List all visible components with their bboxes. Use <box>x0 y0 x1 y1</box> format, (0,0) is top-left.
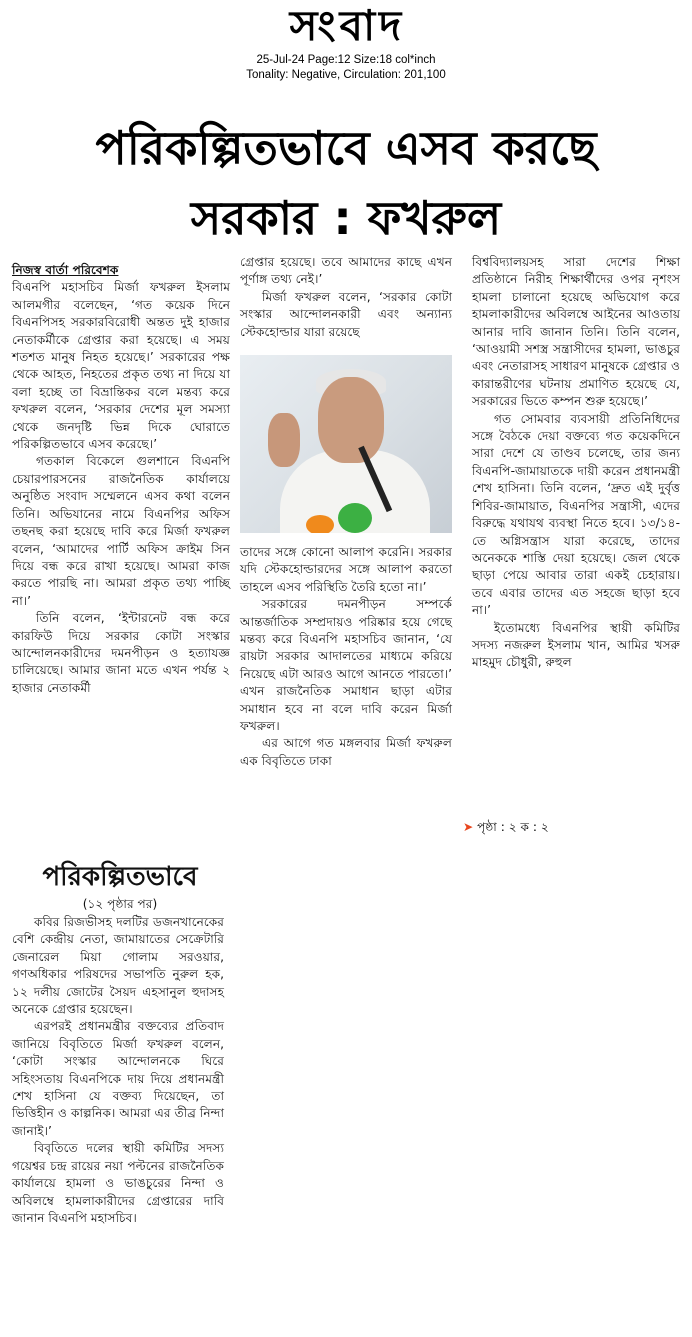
continuation-label: পৃষ্ঠা : ২ ক : ২ <box>477 820 549 834</box>
continued-from-label: (১২ পৃষ্ঠার পর) <box>82 897 158 911</box>
paragraph: কবির রিজভীসহ দলটির ডজনখানেকের বেশি কেন্দ্রীয় নেতা, জামায়াতের সেক্রেটারি জেনারেল মিয়া গোলাম সরওয়ার, গণঅধিকার পরিষদের সভাপতি নুরুল হক, ১২ দলীয় জোটের সৈয়দ এহসানুল হুদাসহ অনেকে গ্রেপ্তার হয়েছেন। <box>12 915 224 1017</box>
continued-column <box>12 914 224 1227</box>
headline-line-2: সরকার : ফখরুল <box>190 191 502 245</box>
paragraph: গ্রেপ্তার হয়েছে। তবে আমাদের কাছে এখন পূর্ণাঙ্গ তথ্য নেই।’ <box>240 255 452 287</box>
clip-meta-line-2: Tonality: Negative, Circulation: 201,100 <box>246 69 446 81</box>
paragraph: তাদের সঙ্গে কোনো আলাপ করেনি। সরকার যদি স্টেকহোল্ডারদের সঙ্গে আলাপ করতো তাহলে এসব পরিস্থিতি তৈরি হতো না।’ <box>240 545 452 594</box>
paragraph: সরকারের দমনপীড়ন সম্পর্কে আন্তর্জাতিক সম্প্রদায়ও পরিষ্কার হয়ে গেছে মন্তব্য করে বিএনপি মহাসচিব জানান, ‘যে রায়টা সরকার আদালতের মাধ্যমে করিয়ে নিয়েছে এটা আরও আগে আনতে পারতো।’ এখন রাজনৈতিক সমাধান ছাড়া এটার সমাধান হবে না বলে দাবি করেন মির্জা ফখরুল। <box>240 597 452 734</box>
article-column-2-top <box>240 254 452 341</box>
byline: নিজস্ব বার্তা পরিবেশক <box>12 263 119 277</box>
arrow-icon: ➤ <box>463 820 474 834</box>
photo-microphone-orange <box>306 515 334 533</box>
paragraph: তিনি বলেন, ‘ইন্টারনেট বন্ধ করে কারফিউ দিয়ে সরকার কোটা সংস্কার আন্দোলনকারীদের দমনপীড়ন ও হত্যাযজ্ঞ চালিয়েছে। আমার জানা মতে এখন পর্যন্ত ২ হাজার নেতাকর্মী <box>12 611 230 695</box>
paragraph: মির্জা ফখরুল বলেন, ‘সরকার কোটা সংস্কার আন্দোলনকারী এবং অন্যান্য স্টেকহোল্ডার যারা রয়েছে <box>240 289 452 339</box>
photo-microphone-green <box>338 503 372 533</box>
photo-figure-face <box>318 377 384 463</box>
paragraph: গতকাল বিকেলে গুলশানে বিএনপি চেয়ারপারসনের রাজনৈতিক কার্যালয়ে অনুষ্ঠিত সংবাদ সম্মেলনে এসব কথা বলেন তিনি। অভিযানের নামে বিএনপির অফিস তছনছ করা হয়েছে দাবি করে মির্জা ফখরুল বলেন, ‘আমাদের পার্টি অফিস ক্রাইম সিন দিয়ে বন্ধ করে রাখা হয়েছে। আমরা কাজ করতে পারছি না। আমরা প্রকৃত তথ্য পাচ্ছি না।’ <box>12 454 230 608</box>
paragraph: এর আগে গত মঙ্গলবার মির্জা ফখরুল এক বিবৃতিতে ঢাকা <box>240 736 452 768</box>
paragraph: বিবৃতিতে দলের স্থায়ী কমিটির সদস্য গয়েশ্বর চন্দ্র রায়ের নয়া পল্টনের রাজনৈতিক কার্যালয়ে হামলা ও ভাঙচুরের নিন্দা ও অবিলম্বে হামলাকারীদের গ্রেপ্তারের দাবি জানান বিএনপি মহাসচিব। <box>12 1141 224 1225</box>
continuation-reference <box>463 819 549 839</box>
paragraph: ইতোমধ্যে বিএনপির স্থায়ী কমিটির সদস্য নজরুল ইসলাম খান, আমির খসরু মাহমুদ চৌধুরী, রুহুল <box>472 620 680 670</box>
article-column-3 <box>472 254 680 672</box>
continued-heading: পরিকল্পিতভাবে <box>42 862 198 892</box>
paragraph: বিএনপি মহাসচিব মির্জা ফখরুল ইসলাম আলমগীর বলেছেন, ‘গত কয়েক দিনে বিএনপিসহ সরকারবিরোধী অন্তত দুই হাজার নেতাকর্মীকে গ্রেপ্তার করা হয়েছে। এ সময় শতশত মানুষ নিহত হয়েছে।’ সরকারের পক্ষ থেকে আহত, নিহতের প্রকৃত তথ্য না দিয়ে যা বলা হচ্ছে তা বিভ্রান্তিকর বলে মন্তব্য করে ফখরুল বলেন, ‘সরকার দেশের মূল সমস্যা থেকে জনদৃষ্টি ভিন্ন দিকে ঘোরাতে পরিকল্পিতভাবে এসব করেছে।’ <box>12 280 230 452</box>
clip-meta-line-1: 25-Jul-24 Page:12 Size:18 col*inch <box>256 54 436 66</box>
paragraph: বিশ্ববিদ্যালয়সহ সারা দেশের শিক্ষা প্রতিষ্ঠানে নিরীহ শিক্ষার্থীদের ওপর নৃশংস হামলা চালানো হয়েছে অভিযোগ করে হামলাকারীদের অবিলম্বে আইনের আওতায় আনার দাবি জানান তিনি। তিনি বলেন, ‘আওয়ামী সশস্ত্র সন্ত্রাসীদের হামলা, ভাঙচুর এবং নেতারাসহ সাধারণ মানুষকে গ্রেপ্তার ও কারান্তরীণের ঘটনায় প্রমাণিত হয়েছে যে, সরকারের ভিতে কম্পন শুরু হয়েছে।’ <box>472 255 680 409</box>
news-photo <box>240 355 452 533</box>
headline-line-1: পরিকল্পিতভাবে এসব করছে <box>95 121 597 175</box>
article-column-2-bottom <box>240 544 452 770</box>
paragraph: গত সোমবার ব্যবসায়ী প্রতিনিধিদের সঙ্গে বৈঠকে দেয়া বক্তব্যে গত কয়েকদিনে সারা দেশে যে তাণ্ডব চলেছে, তার জন্য বিএনপি-জামায়াতকে দায়ী করেন প্রধানমন্ত্রী শেখ হাসিনা। তিনি বলেন, ‘দ্রুত এই দুর্বৃত্ত শিবির-জামায়াত, বিএনপির সন্ত্রাসী, এদের বিরুদ্ধে যথাযথ ব্যবস্থা নিতে হবে। ১৩/১৪-তে অগ্নিসন্ত্রাস যারা করেছে, তাদের অনেককে শাস্তি দেয়া হয়েছে। জেল থেকে ছাড়া পেয়ে আবার তারা একই চেহারায়। তবে এবার তাদের এত সহজে ছাড়া হবে না।’ <box>472 411 680 618</box>
article-column-1 <box>12 262 230 697</box>
newspaper-masthead: সংবাদ <box>289 1 406 50</box>
photo-figure-fist <box>268 413 300 467</box>
paragraph: এরপরই প্রধানমন্ত্রীর বক্তব্যের প্রতিবাদ জানিয়ে বিবৃতিতে মির্জা ফখরুল বলেন, ‘কোটা সংস্কার আন্দোলনকে ঘিরে সহিংসতায় বিএনপিকে দায় দিয়ে প্রধানমন্ত্রী শেখ হাসিনা যে বক্তব্য দিয়েছেন, তা ভিত্তিহীন ও কাল্পনিক। আমরা এর তীব্র নিন্দা জানাই।’ <box>12 1019 224 1138</box>
